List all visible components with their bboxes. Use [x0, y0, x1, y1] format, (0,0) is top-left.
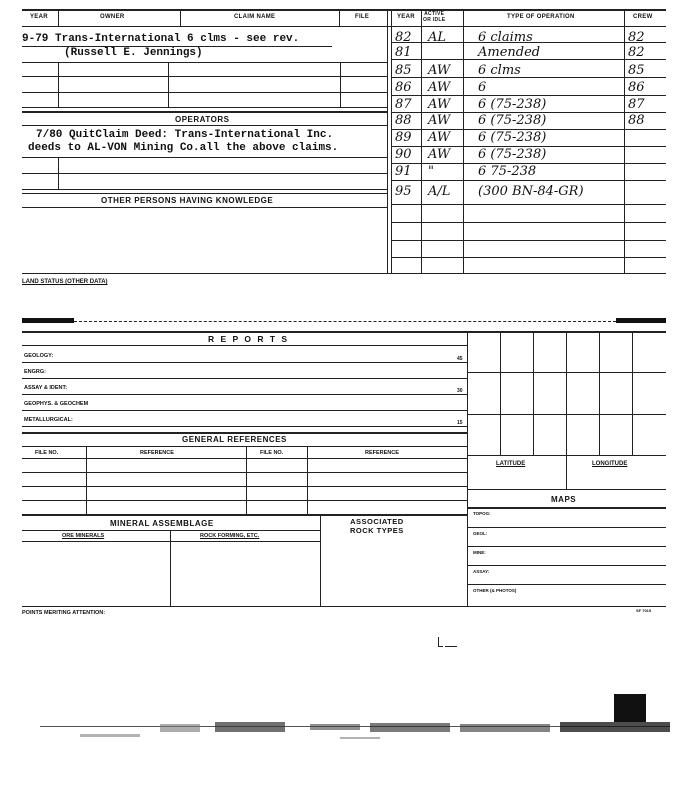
land-status-label: LAND STATUS (OTHER DATA): [22, 279, 108, 285]
activity-year: 90: [395, 147, 412, 162]
row-line: [22, 157, 387, 158]
header-year2: YEAR: [397, 14, 415, 20]
activity-type: 6 (75-238): [478, 113, 547, 128]
row-line: [22, 410, 467, 411]
activity-year: 88: [395, 113, 412, 128]
activity-crew: 85: [628, 63, 645, 78]
header-claim-name: CLAIM NAME: [234, 14, 276, 20]
grid-line: [500, 331, 501, 455]
row-line: [22, 458, 467, 459]
activity-year: 91: [395, 164, 412, 179]
col-divider: [170, 530, 171, 606]
col-divider: [566, 455, 567, 489]
activity-crew: 87: [628, 97, 645, 112]
owner-entry-line1: 9-79 Trans-International 6 clms - see rev.: [22, 33, 300, 45]
activity-type: 6: [478, 80, 487, 95]
row-line: [391, 240, 666, 241]
row-line: [467, 565, 666, 566]
row-line: [22, 530, 320, 531]
section-divider: [387, 10, 388, 274]
grid-line: [467, 414, 666, 415]
row-line: [467, 507, 666, 509]
header-year: YEAR: [30, 14, 48, 20]
row-line: [391, 257, 666, 258]
report-label: GEOPHYS. & GEOCHEM: [24, 401, 89, 407]
col-divider: [58, 157, 59, 189]
report-number: 45: [457, 356, 463, 362]
activity-type: 6 claims: [478, 30, 533, 45]
maps-topog: TOPOG:: [473, 511, 491, 516]
ore-minerals-label: ORE MINERALS: [62, 533, 105, 539]
row-line: [22, 394, 467, 395]
activity-crew: 82: [628, 45, 645, 60]
gr-reference: REFERENCE: [140, 450, 174, 456]
activity-status: AL: [428, 30, 447, 45]
row-line: [22, 62, 387, 63]
row-line: [22, 378, 467, 379]
top-section-bottom: [22, 273, 666, 274]
activity-year: 86: [395, 80, 412, 95]
row-line: [22, 345, 467, 346]
points-meriting-label: POINTS MERITING ATTENTION:: [22, 610, 106, 616]
header-crew: CREW: [633, 14, 653, 20]
other-persons-title: OTHER PERSONS HAVING KNOWLEDGE: [101, 196, 274, 205]
longitude-label: LONGITUDE: [592, 461, 628, 467]
header-bottom-line: [22, 26, 666, 27]
col-divider: [624, 10, 625, 274]
row-line: [22, 500, 467, 501]
col-divider: [339, 10, 340, 26]
stray-mark: [445, 646, 457, 647]
mineral-assemblage-title: MINERAL ASSEMBLAGE: [110, 519, 214, 528]
row-line: [22, 76, 387, 77]
col-divider: [463, 10, 464, 274]
row-line: [22, 432, 467, 434]
col-divider: [58, 10, 59, 26]
operators-top-line: [22, 111, 387, 113]
reports-top-line: [22, 331, 666, 333]
activity-type: 6 (75-238): [478, 130, 547, 145]
row-line: [22, 207, 387, 208]
report-label: METALLURGICAL:: [24, 417, 73, 423]
grid-line: [566, 331, 567, 455]
col-divider: [320, 514, 321, 606]
row-line: [22, 541, 320, 542]
scan-noise-band: [40, 712, 670, 762]
dashed-line: [74, 321, 616, 322]
header-owner: OWNER: [100, 14, 125, 20]
activity-year: 87: [395, 97, 412, 112]
activity-type: Amended: [478, 45, 541, 60]
row-line: [467, 489, 666, 490]
activity-year: 89: [395, 130, 412, 145]
row-line: [391, 95, 666, 96]
gr-reference2: REFERENCE: [365, 450, 399, 456]
activity-type: 6 75-238: [478, 164, 537, 179]
row-line: [391, 204, 666, 205]
stray-mark: [438, 637, 443, 647]
maps-geol: GEOL:: [473, 531, 488, 536]
maps-mine: MINE:: [473, 550, 486, 555]
top-border: [22, 9, 666, 11]
operators-line2: deeds to AL-VON Mining Co.all the above claims.: [28, 142, 339, 154]
grid-line: [533, 331, 534, 455]
col-divider: [168, 62, 169, 107]
header-active-idle: ACTIVE OR IDLE: [423, 11, 446, 23]
section-divider: [391, 10, 392, 274]
activity-status: A/L: [428, 184, 451, 199]
activity-crew: 82: [628, 30, 645, 45]
associated-rock-types: ASSOCIATED ROCK TYPES: [350, 517, 404, 535]
gr-file-no2: FILE NO.: [260, 450, 284, 456]
corner-mark: [22, 318, 74, 323]
col-divider: [58, 62, 59, 107]
report-label: GEOLOGY:: [24, 353, 54, 359]
maps-other: OTHER (& PHOTOS): [473, 588, 517, 593]
activity-status: AW: [428, 63, 451, 78]
activity-type: 6 (75-238): [478, 147, 547, 162]
activity-status: AW: [428, 80, 451, 95]
activity-crew: 88: [628, 113, 645, 128]
form-code: SF 7015: [636, 608, 652, 613]
maps-assay: ASSAY:: [473, 569, 490, 574]
gr-file-no: FILE NO.: [35, 450, 59, 456]
operators-line1: 7/80 QuitClaim Deed: Trans-International Inc.: [36, 129, 334, 141]
col-divider: [340, 62, 341, 107]
row-line: [22, 426, 467, 427]
grid-line: [467, 372, 666, 373]
row-line: [22, 125, 387, 126]
activity-status: AW: [428, 147, 451, 162]
latitude-label: LATITUDE: [496, 461, 526, 467]
activity-type: (300 BN-84-GR): [478, 184, 584, 199]
report-label: ASSAY & IDENT:: [24, 385, 68, 391]
grid-line: [632, 331, 633, 455]
row-line: [22, 107, 387, 108]
col-divider: [86, 446, 87, 514]
owner-entry-line2: (Russell E. Jennings): [64, 47, 203, 59]
activity-crew: 86: [628, 80, 645, 95]
activity-status: ": [428, 164, 434, 179]
col-divider: [180, 10, 181, 26]
col-divider: [307, 446, 308, 514]
general-references-title: GENERAL REFERENCES: [182, 435, 287, 444]
row-line: [22, 92, 387, 93]
row-line: [22, 189, 387, 190]
row-line: [391, 180, 666, 181]
report-label: ENGRG:: [24, 369, 46, 375]
row-line: [467, 584, 666, 585]
activity-year: 95: [395, 184, 412, 199]
col-divider: [246, 446, 247, 514]
header-type-of-operation: TYPE OF OPERATION: [507, 14, 575, 20]
row-line: [22, 446, 467, 447]
header-file: FILE: [355, 14, 370, 20]
maps-title: MAPS: [551, 495, 577, 504]
row-line: [22, 173, 387, 174]
operators-title: OPERATORS: [175, 115, 230, 124]
row-line: [22, 472, 467, 473]
col-divider: [421, 10, 422, 274]
form-bottom-line: [22, 606, 666, 607]
corner-mark: [616, 318, 666, 323]
report-number: 15: [457, 420, 463, 426]
reports-title: R E P O R T S: [208, 334, 290, 344]
activity-type: 6 (75-238): [478, 97, 547, 112]
report-number: 30: [457, 388, 463, 394]
row-line: [22, 514, 467, 516]
activity-year: 85: [395, 63, 412, 78]
grid-line: [599, 331, 600, 455]
row-line: [22, 362, 467, 363]
activity-year: 81: [395, 45, 412, 60]
activity-status: AW: [428, 113, 451, 128]
row-line: [391, 222, 666, 223]
row-line: [467, 527, 666, 528]
activity-status: AW: [428, 97, 451, 112]
activity-type: 6 clms: [478, 63, 521, 78]
row-line: [22, 486, 467, 487]
row-line: [467, 546, 666, 547]
row-line: [22, 193, 387, 194]
activity-status: AW: [428, 130, 451, 145]
activity-year: 82: [395, 30, 412, 45]
rock-forming-label: ROCK FORMING, ETC.: [200, 533, 260, 539]
